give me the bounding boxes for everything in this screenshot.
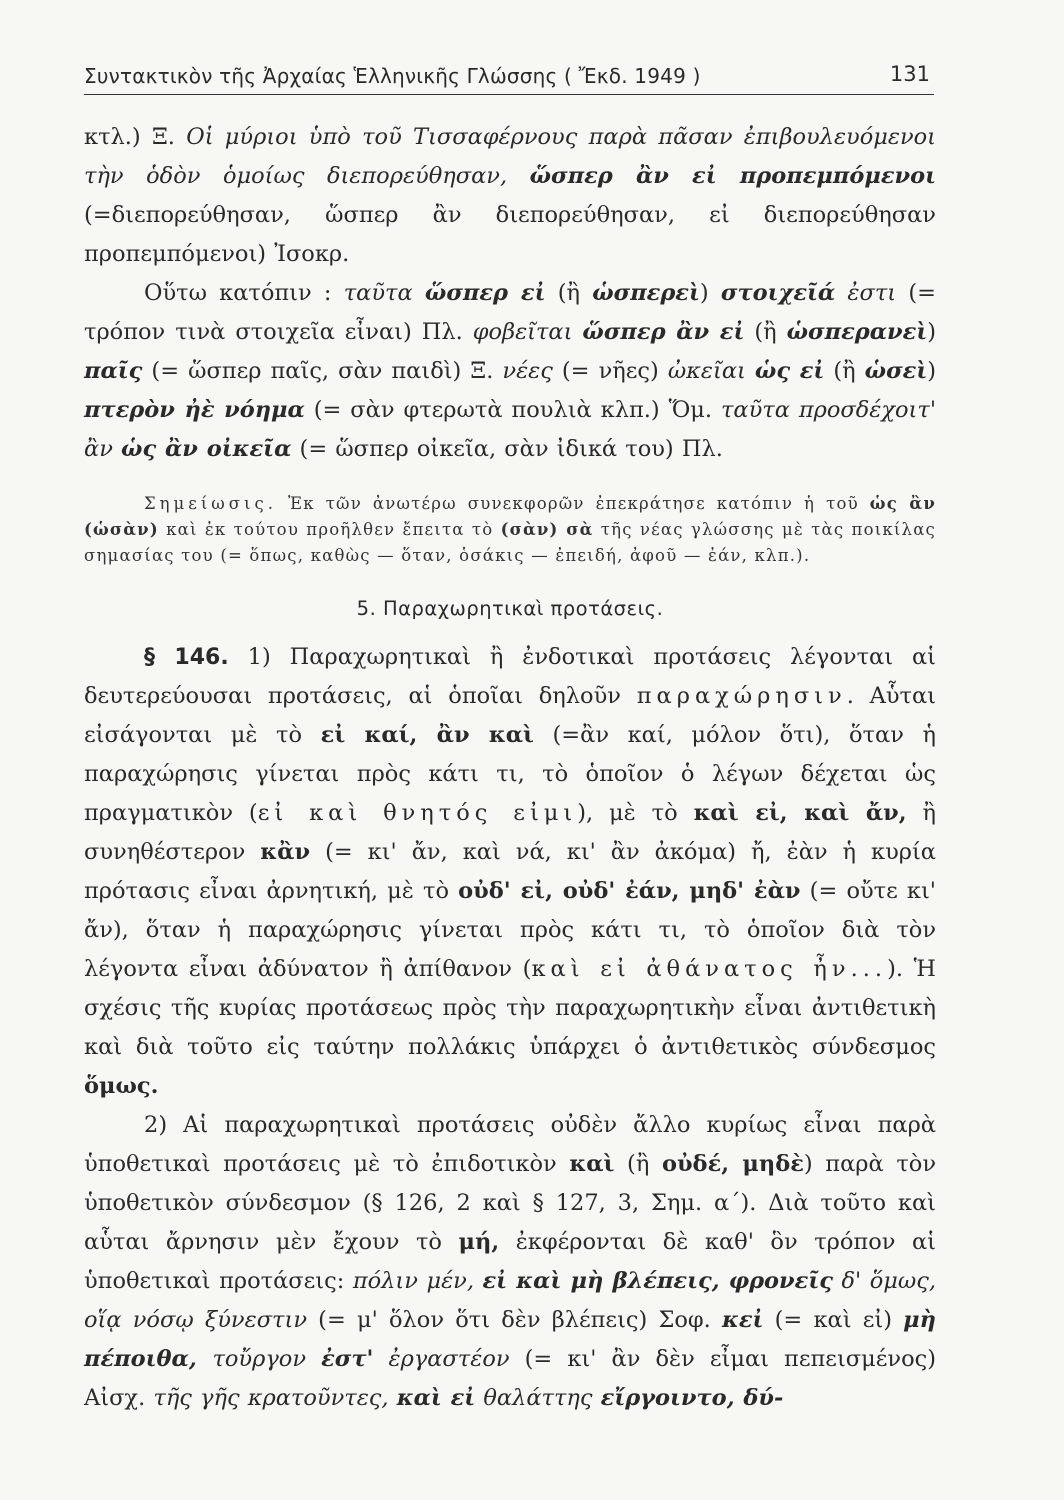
text-run: ) παρὰ τὸν ὑποθετικὸν σύνδεσμον (§ 126, 2 καὶ § 127, 3, Σημ. α΄). Διὰ τοῦτο καὶ αὗται ἄρνησιν μὲν ἔχουν τὸ <box>84 1151 937 1255</box>
example-emphasis: στοιχεῖά <box>720 280 836 306</box>
note-label: Σημείωσις. <box>144 494 277 513</box>
example-quote: ταῦτα προσδέχοιτ' ἂν <box>84 397 936 462</box>
example-quote: δ' ὅμως, οἵᾳ νόσῳ ξύνεστιν <box>84 1268 936 1333</box>
spaced-term: εἰ καὶ θνητός εἰμι <box>257 800 578 826</box>
bold-term: καὶ εἰ, καὶ ἄν, <box>693 800 907 826</box>
text-run: (= σὰν φτερωτὰ πουλιὰ κλπ.) Ὅμ. <box>304 397 721 423</box>
text-run: ). Ἡ σχέσις τῆς κυρίας προτάσεως πρὸς τὴν παραχωρητικὴν εἶναι ἀντιθετικὴ καὶ διὰ τοῦτο εἰς ταύτην πολλάκις ὑπάρχει ὁ ἀντιθετικὸς σύνδεσμος <box>84 956 936 1060</box>
text-run: (=ἂν καί, μόλον ὅτι), ὅταν ἡ παραχώρησις γίνεται πρὸς κάτι τι, τὸ ὁποῖον ὁ λέγων δέχεται ὡς πραγματικὸν ( <box>84 722 936 826</box>
paragraph-146 <box>84 638 936 1106</box>
example-emphasis: εἴργοιντο, δύ- <box>600 1385 784 1411</box>
paragraph-continuation <box>84 118 936 274</box>
text-run: κτλ.) Ξ. <box>84 124 187 150</box>
spaced-term: καὶ εἰ ἀθάνατος ἦν... <box>531 956 888 982</box>
text-run: (= μ' ὅλον ὅτι δὲν βλέπεις) Σοφ. <box>307 1307 723 1333</box>
example-quote: ἐστι <box>835 280 897 306</box>
running-head <box>84 60 934 95</box>
running-head-title: Συντακτικὸν τῆς Ἀρχαίας Ἑλληνικῆς Γλώσσης ( Ἔκδ. 1949 ) <box>84 64 701 88</box>
example-quote: τοὔργον <box>212 1346 322 1372</box>
example-emphasis: παῖς <box>84 358 143 384</box>
text-run: ) <box>927 319 937 345</box>
bold-term: μή, <box>458 1229 500 1255</box>
bold-term: (σὰν) σὰ <box>500 520 594 539</box>
example-emphasis: ὡσπερεὶ <box>592 280 700 306</box>
text-run: (ἢ <box>744 319 787 345</box>
bold-term: εἰ καί, ἂν καὶ <box>320 722 534 748</box>
text-run: 1) Παραχωρητικαὶ ἢ ἐνδοτικαὶ προτάσεις λέγονται αἱ δευτερεύουσαι προτάσεις, αἱ ὁποῖαι δηλοῦν <box>84 644 936 709</box>
bold-term: κἂν <box>260 839 311 865</box>
text-run: (= νῆες) <box>552 358 668 384</box>
text-run: Ἐκ τῶν ἀνωτέρω συνεκφορῶν ἐπεκράτησε κατόπιν ἡ τοῦ <box>276 494 870 513</box>
example-quote: ταῦτα <box>343 280 425 306</box>
text-run: ), μὲ τὸ <box>577 800 694 826</box>
section-heading: 5. Παραχωρητικαὶ προτάσεις. <box>356 597 664 620</box>
text-run: (= τρόπον τινὰ στοιχεῖα εἶναι) Πλ. <box>84 280 936 345</box>
text-run: Οὕτω κατόπιν : <box>144 280 344 306</box>
example-quote: νέες <box>502 358 553 384</box>
example-quote: φοβεῖται <box>472 319 583 345</box>
paragraph-2 <box>84 1106 936 1418</box>
example-emphasis: ὡς ἂν οἰκεῖα <box>121 436 292 462</box>
text-run: (ἢ <box>824 358 865 384</box>
example-emphasis: μὴ πέποιθα, <box>84 1307 936 1372</box>
example-quote: πόλιν μέν, <box>352 1268 483 1294</box>
example-quote: θαλάττης <box>475 1385 601 1411</box>
example-quote: ἐργαστέον <box>373 1346 510 1372</box>
text-run: (ἢ <box>614 1151 662 1177</box>
example-emphasis: ἐστ' <box>321 1346 374 1372</box>
example-emphasis: καὶ εἰ <box>396 1385 476 1411</box>
example-emphasis: εἰ καὶ μὴ βλέπεις, φρονεῖς <box>482 1268 833 1294</box>
text-run: τῆς νέας γλώσσης μὲ τὰς ποικίλας σημασίας του (= ὅπως, καθὼς — ὅταν, ὁσάκις — ἐπειδή, ἀφοῦ — ἐάν, κλπ.). <box>84 520 936 565</box>
text-run: ἢ συνηθέστερον <box>84 800 936 865</box>
bold-term: οὐδ' εἰ, οὐδ' ἐάν, μηδ' ἐὰν <box>458 878 801 904</box>
example-emphasis: ὥσπερ ἂν εἰ προπεμπόμενοι <box>529 163 936 189</box>
text-run: ἐκφέρονται δὲ καθ' ὃν τρόπον αἱ ὑποθετικαὶ προτάσεις: <box>84 1229 936 1294</box>
bold-term: ὅμως. <box>84 1073 159 1099</box>
text-run: 2) Αἱ παραχωρητικαὶ προτάσεις οὐδὲν ἄλλο κυρίως εἶναι παρὰ ὑποθετικαὶ προτάσεις μὲ τὸ ἐπιδοτικὸν <box>84 1112 936 1177</box>
bold-term: οὐδέ, μηδὲ <box>661 1151 804 1177</box>
paragraph-number: § 146. <box>144 645 229 670</box>
text-run: (= ὥσπερ οἰκεῖα, σὰν ἰδικά του) Πλ. <box>291 436 723 462</box>
example-quote: Οἱ μύριοι ὑπὸ τοῦ Τισσαφέρνους παρὰ πᾶσαν ἐπιβουλευόμενοι τὴν ὁδὸν ὁμοίως διεπορεύθησαν, <box>84 124 936 189</box>
text-run: (= κι' ἄν, καὶ νά, κι' ἂν ἀκόμα) ἤ, ἐὰν ἡ κυρία πρότασις εἶναι ἀρνητική, μὲ τὸ <box>84 839 936 904</box>
spaced-term: παραχώρησιν <box>636 683 847 709</box>
text-run: (=διεπορεύθησαν, ὥσπερ ἂν διεπορεύθησαν, εἰ διεπορεύθησαν προπεμπόμενοι) Ἰσοκρ. <box>84 202 936 267</box>
example-quote: τῆς γῆς κρατοῦντες, <box>153 1385 397 1411</box>
text-run: καὶ ἐκ τούτου προῆλθεν ἔπειτα τὸ <box>158 520 501 539</box>
example-emphasis: πτερὸν ἠὲ νόημα <box>84 397 305 423</box>
example-emphasis: κεἰ <box>722 1307 764 1333</box>
text-run: (ἢ <box>545 280 593 306</box>
example-emphasis: ὡσπερανεὶ <box>786 319 928 345</box>
paragraph-examples <box>84 274 936 469</box>
text-run: (= καὶ εἰ) <box>763 1307 904 1333</box>
example-emphasis: ὡσεὶ <box>864 358 928 384</box>
text-run: (= οὔτε κι' ἄν), ὅταν ἡ παραχώρησις γίνεται πρὸς κάτι τι, τὸ ὁποῖον διὰ τὸν λέγοντα εἶναι ἀδύνατον ἢ ἀπίθανον ( <box>84 878 936 982</box>
example-quote: ὠκεῖαι <box>667 358 755 384</box>
example-emphasis: ὥσπερ ἂν εἰ <box>582 319 745 345</box>
remark-note <box>84 491 936 569</box>
page-number: 131 <box>889 62 930 86</box>
bold-term: καὶ <box>569 1151 615 1177</box>
example-emphasis: ὡς εἰ <box>754 358 825 384</box>
text-run: . Αὗται εἰσάγονται μὲ τὸ <box>84 683 937 748</box>
text-run: ) <box>699 280 721 306</box>
text-body <box>84 118 936 1418</box>
bold-term: ὡς ἂν (ὡσὰν) <box>84 494 936 539</box>
example-emphasis: ὥσπερ εἰ <box>424 280 546 306</box>
text-run: ) <box>927 358 937 384</box>
text-run: (= ὥσπερ παῖς, σὰν παιδὶ) Ξ. <box>142 358 503 384</box>
text-run: (= κι' ἂν δὲν εἶμαι πεπεισμένος) Αἰσχ. <box>84 1346 937 1411</box>
